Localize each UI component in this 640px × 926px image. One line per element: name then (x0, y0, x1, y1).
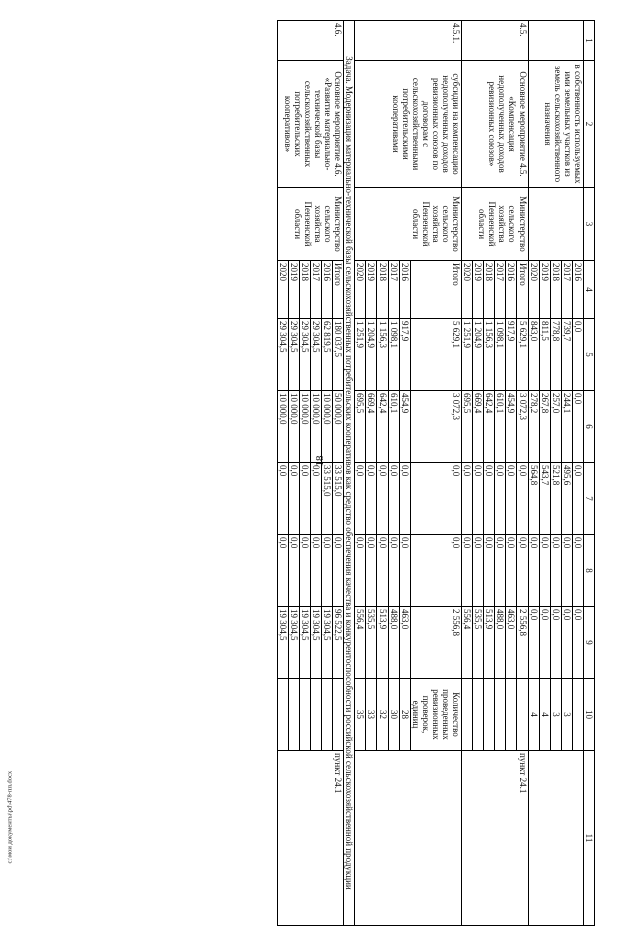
cell-c11: пункт 24.1 (277, 751, 343, 926)
cell-value: 19 304,5 (288, 607, 299, 679)
cell-year: 2017 (495, 261, 506, 319)
cell-c10 (310, 679, 321, 751)
cell-c11: пункт 24.1 (462, 751, 528, 926)
column-header: 1 (583, 21, 594, 61)
cell-year: 2018 (299, 261, 310, 319)
table-row (572, 21, 583, 926)
cell-c10 (506, 679, 517, 751)
cell-value: 10 000,0 (277, 391, 288, 463)
cell-year: 2020 (277, 261, 288, 319)
cell-c10: 3 (561, 679, 572, 751)
cell-c2: в собственность используемых ими земельных участков из земель сельскохозяйственного назначения (528, 61, 583, 188)
cell-year: Итого (333, 261, 344, 319)
cell-value: 564,8 (528, 463, 539, 535)
cell-value: 19 304,5 (277, 607, 288, 679)
cell-value: 0,0 (277, 535, 288, 607)
cell-value: 695,5 (355, 391, 366, 463)
footer-filepath: c:\мои документы\pd\478-пп.docx (6, 770, 14, 864)
task-text: Задача. Модернизация материально-технической базы сельскохозяйственных потребительских кооперативов как средство обеспечения качества и конкурентоспособности российской сельскохозяйственной продукции (344, 21, 355, 926)
cell-value: 513,9 (484, 607, 495, 679)
cell-value: 0,0 (399, 463, 410, 535)
cell-value: 917,9 (399, 319, 410, 391)
cell-year: 2020 (355, 261, 366, 319)
cell-value: 669,4 (366, 391, 377, 463)
cell-value: 5 629,1 (410, 319, 461, 391)
cell-value: 1 156,3 (484, 319, 495, 391)
cell-value: 513,9 (377, 607, 388, 679)
cell-value: 778,8 (550, 319, 561, 391)
cell-value: 96 522,5 (333, 607, 344, 679)
column-header: 10 (583, 679, 594, 751)
cell-value: 0,0 (462, 535, 473, 607)
cell-c11 (528, 751, 583, 926)
cell-value: 0,0 (366, 535, 377, 607)
column-header: 3 (583, 188, 594, 261)
cell-value: 917,9 (506, 319, 517, 391)
cell-value: 0,0 (299, 535, 310, 607)
cell-value: 0,0 (355, 535, 366, 607)
cell-value: 0,0 (366, 463, 377, 535)
column-header: 7 (583, 463, 594, 535)
header-row (583, 21, 594, 926)
cell-c10 (277, 679, 288, 751)
cell-c10: 30 (388, 679, 399, 751)
cell-value: 0,0 (572, 463, 583, 535)
cell-value: 1 098,1 (495, 319, 506, 391)
cell-value: 3 072,3 (517, 391, 528, 463)
cell-c10 (517, 679, 528, 751)
rotated-table-container (70, 20, 595, 890)
cell-value: 29 304,5 (277, 319, 288, 391)
cell-value: 0,0 (572, 535, 583, 607)
cell-c10 (322, 679, 333, 751)
cell-value: 0,0 (550, 607, 561, 679)
cell-value: 0,0 (572, 391, 583, 463)
cell-value: 278,2 (528, 391, 539, 463)
cell-value: 0,0 (473, 463, 484, 535)
task-row (344, 21, 355, 926)
cell-year: 2016 (572, 261, 583, 319)
cell-value: 0,0 (572, 319, 583, 391)
cell-value: 0,0 (288, 463, 299, 535)
cell-value: 843,0 (528, 319, 539, 391)
cell-c10 (484, 679, 495, 751)
cell-value: 535,5 (366, 607, 377, 679)
cell-value: 642,4 (377, 391, 388, 463)
cell-c10: 32 (377, 679, 388, 751)
cell-value: 0,0 (561, 535, 572, 607)
cell-value: 1 156,3 (377, 319, 388, 391)
cell-c10 (333, 679, 344, 751)
cell-value: 488,0 (388, 607, 399, 679)
cell-value: 1 251,9 (462, 319, 473, 391)
cell-value: 19 304,5 (299, 607, 310, 679)
cell-c10 (288, 679, 299, 751)
cell-c3: Министерство сельского хозяйства Пензенской области (277, 188, 343, 261)
cell-value: 267,8 (539, 391, 550, 463)
cell-value: 29 304,5 (288, 319, 299, 391)
cell-value: 10 000,0 (288, 391, 299, 463)
cell-c3: Министерство сельского хозяйства Пензенской области (355, 188, 462, 261)
cell-value: 33 515,0 (333, 463, 344, 535)
column-header: 9 (583, 607, 594, 679)
cell-value: 811,5 (539, 319, 550, 391)
table-row (410, 21, 461, 926)
cell-c1 (528, 21, 583, 61)
cell-value: 0,0 (506, 463, 517, 535)
column-header: 6 (583, 391, 594, 463)
cell-value: 0,0 (388, 535, 399, 607)
cell-value: 739,7 (561, 319, 572, 391)
cell-value: 0,0 (528, 535, 539, 607)
cell-value: 454,9 (506, 391, 517, 463)
cell-year: 2016 (322, 261, 333, 319)
column-header: 4 (583, 261, 594, 319)
cell-year: 2019 (539, 261, 550, 319)
cell-value: 2 556,8 (517, 607, 528, 679)
cell-value: 62 819,5 (322, 319, 333, 391)
cell-value: 0,0 (484, 463, 495, 535)
cell-c11 (355, 751, 462, 926)
cell-year: 2019 (473, 261, 484, 319)
cell-value: 556,4 (462, 607, 473, 679)
cell-value: 50 000,0 (333, 391, 344, 463)
page-number: 18 (314, 455, 326, 467)
cell-c3: Министерство сельского хозяйства Пензенской области (462, 188, 528, 261)
cell-value: 0,0 (355, 463, 366, 535)
cell-value: 10 000,0 (322, 391, 333, 463)
cell-value: 244,1 (561, 391, 572, 463)
cell-value: 642,4 (484, 391, 495, 463)
cell-value: 610,1 (388, 391, 399, 463)
cell-c1: 4.5. (462, 21, 528, 61)
cell-value: 454,9 (399, 391, 410, 463)
cell-c10: 4 (539, 679, 550, 751)
cell-value: 33 515,0 (322, 463, 333, 535)
cell-c10 (572, 679, 583, 751)
cell-year: 2018 (550, 261, 561, 319)
cell-c10 (495, 679, 506, 751)
cell-value: 0,0 (550, 535, 561, 607)
cell-indicator: Количество проведенных ревизионных проверок, единиц (410, 679, 461, 751)
cell-value: 1 204,9 (473, 319, 484, 391)
cell-value: 10 000,0 (299, 391, 310, 463)
cell-value: 0,0 (572, 607, 583, 679)
cell-year: Итого (517, 261, 528, 319)
cell-value: 0,0 (377, 463, 388, 535)
cell-value: 0,0 (473, 535, 484, 607)
cell-value: 556,4 (355, 607, 366, 679)
cell-value: 180 037,5 (333, 319, 344, 391)
cell-value: 0,0 (310, 463, 321, 535)
cell-value: 535,5 (473, 607, 484, 679)
cell-value: 0,0 (310, 535, 321, 607)
cell-value: 1 098,1 (388, 319, 399, 391)
cell-value: 0,0 (322, 535, 333, 607)
cell-value: 19 304,5 (322, 607, 333, 679)
cell-value: 0,0 (388, 463, 399, 535)
cell-year: 2016 (399, 261, 410, 319)
cell-value: 1 251,9 (355, 319, 366, 391)
cell-year: 2017 (310, 261, 321, 319)
cell-c1: 4.5.1. (355, 21, 462, 61)
cell-value: 1 204,9 (366, 319, 377, 391)
cell-year: 2018 (377, 261, 388, 319)
cell-year: 2017 (561, 261, 572, 319)
cell-c10: 28 (399, 679, 410, 751)
cell-year: 2016 (506, 261, 517, 319)
cell-value: 0,0 (517, 535, 528, 607)
cell-value: 0,0 (399, 535, 410, 607)
cell-value: 610,1 (495, 391, 506, 463)
column-header: 5 (583, 319, 594, 391)
cell-value: 0,0 (299, 463, 310, 535)
cell-value: 695,5 (462, 391, 473, 463)
cell-value: 0,0 (517, 463, 528, 535)
cell-value: 19 304,5 (310, 607, 321, 679)
cell-value: 5 629,1 (517, 319, 528, 391)
column-header: 11 (583, 751, 594, 926)
cell-value: 488,0 (495, 607, 506, 679)
cell-c1: 4.6. (277, 21, 343, 61)
cell-year: 2017 (388, 261, 399, 319)
cell-value: 0,0 (561, 607, 572, 679)
cell-value: 0,0 (506, 535, 517, 607)
cell-value: 0,0 (484, 535, 495, 607)
cell-c10 (473, 679, 484, 751)
cell-value: 495,6 (561, 463, 572, 535)
cell-year: 2020 (462, 261, 473, 319)
cell-value: 0,0 (462, 463, 473, 535)
cell-value: 463,0 (506, 607, 517, 679)
column-header: 8 (583, 535, 594, 607)
cell-value: 3 072,3 (410, 391, 461, 463)
cell-value: 29 304,5 (299, 319, 310, 391)
cell-c2: субсидии на компенсацию недополученных доходов ревизионных союзов по договорам с сельскохозяйственными потребительскими кооперативами (355, 61, 462, 188)
cell-value: 543,7 (539, 463, 550, 535)
cell-c2: Основное мероприятие 4.5. «Компенсация недополученных доходов ревизионных союзов» (462, 61, 528, 188)
cell-year: 2020 (528, 261, 539, 319)
cell-value: 10 000,0 (310, 391, 321, 463)
cell-value: 0,0 (528, 607, 539, 679)
cell-value: 0,0 (410, 535, 461, 607)
cell-value: 2 556,8 (410, 607, 461, 679)
cell-year: 2019 (366, 261, 377, 319)
cell-value: 669,4 (473, 391, 484, 463)
cell-c2: Основное мероприятие 4.6. «Развитие материально-технической базы сельскохозяйственных потребительских кооперативов» (277, 61, 343, 188)
cell-c10 (299, 679, 310, 751)
program-table (277, 20, 595, 926)
cell-value: 29 304,5 (310, 319, 321, 391)
cell-value: 0,0 (277, 463, 288, 535)
cell-c10 (462, 679, 473, 751)
cell-value: 0,0 (495, 463, 506, 535)
table-row (517, 21, 528, 926)
cell-c10: 3 (550, 679, 561, 751)
cell-value: 463,0 (399, 607, 410, 679)
cell-value: 0,0 (495, 535, 506, 607)
cell-year: Итого (410, 261, 461, 319)
cell-year: 2019 (288, 261, 299, 319)
cell-value: 0,0 (288, 535, 299, 607)
cell-c10: 4 (528, 679, 539, 751)
cell-c3 (528, 188, 583, 261)
cell-value: 257,0 (550, 391, 561, 463)
cell-value: 0,0 (333, 535, 344, 607)
cell-value: 0,0 (539, 535, 550, 607)
cell-c10: 33 (366, 679, 377, 751)
cell-value: 0,0 (539, 607, 550, 679)
cell-value: 521,8 (550, 463, 561, 535)
cell-value: 0,0 (377, 535, 388, 607)
cell-c10: 35 (355, 679, 366, 751)
column-header: 2 (583, 61, 594, 188)
cell-value: 0,0 (410, 463, 461, 535)
cell-year: 2018 (484, 261, 495, 319)
table-row (333, 21, 344, 926)
